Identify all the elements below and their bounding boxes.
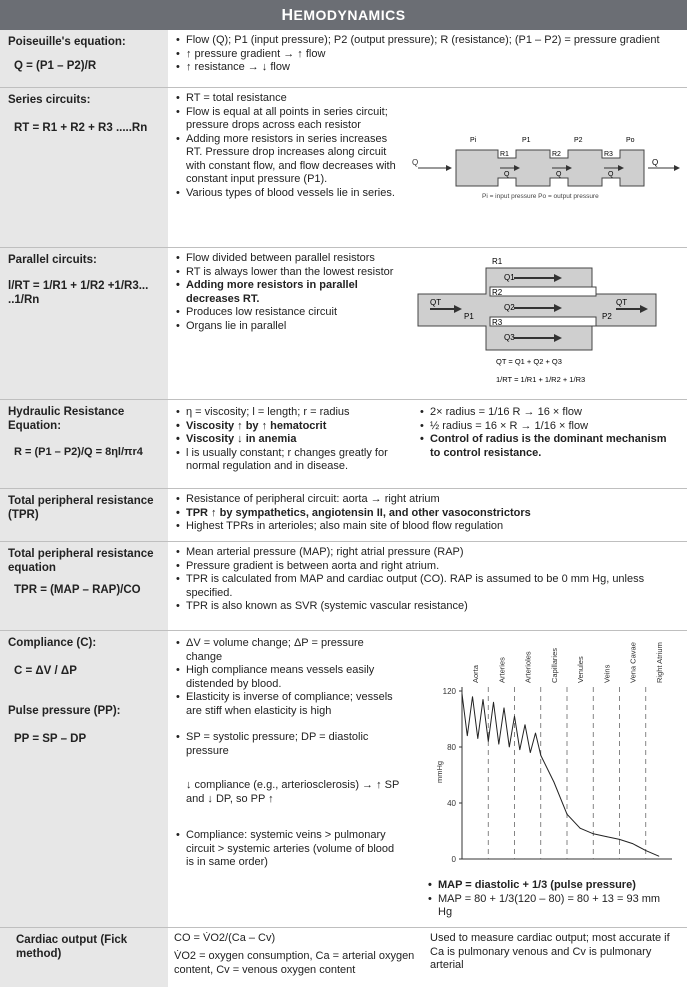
y-tick-label: 40 xyxy=(447,799,456,808)
parallel-resistance-equation: 1/RT = 1/R1 + 1/R2 + 1/R3 xyxy=(496,375,586,384)
category-label: Arteries xyxy=(497,657,507,683)
compliance-plain-text: ↓ compliance (e.g., arteriosclerosis) → ↑ SP and ↓ DP, so PP ↑ xyxy=(186,779,400,805)
pressure-point xyxy=(619,839,620,840)
tpr-bullets xyxy=(174,493,681,534)
list-item: • η = viscosity; l = length; r = radius xyxy=(174,406,404,420)
list-item: • Control of radius is the dominant mechanism to control resistance. xyxy=(418,433,678,460)
list-item: • Flow divided between parallel resistors xyxy=(174,252,396,266)
series-caption: Pi = input pressure Po = output pressure xyxy=(482,193,599,200)
hydraulic-bullets-left xyxy=(174,406,404,474)
row-fick xyxy=(0,928,687,987)
row-hydraulic xyxy=(0,400,687,489)
parallel-q3: Q3 xyxy=(504,333,515,342)
pressure-point xyxy=(535,733,536,734)
list-item: • Flow (Q); P1 (input pressure); P2 (output pressure); R (resistance); (P1 – P2) = pressure gradient xyxy=(174,34,681,48)
pressure-point xyxy=(606,836,607,837)
pressure-point xyxy=(525,724,526,725)
list-item: • RT = total resistance xyxy=(174,92,396,106)
series-r1: R1 xyxy=(500,151,509,158)
pressure-point xyxy=(530,752,531,753)
row-tpr xyxy=(0,489,687,542)
tpr-eq-bullets xyxy=(174,546,681,614)
pulse-pressure-equation: PP = SP – DP xyxy=(14,733,87,745)
pressure-point xyxy=(477,738,478,739)
list-item: • MAP = 80 + 1/3(120 – 80) = 80 + 13 = 93 mm Hg xyxy=(426,893,676,920)
parallel-p2: P2 xyxy=(602,312,612,321)
list-item: • Resistance of peripheral circuit: aorta → right atrium xyxy=(174,493,681,507)
pressure-series-line xyxy=(462,694,659,856)
poiseuille-equation: Q = (P1 – P2)/R xyxy=(14,60,97,72)
header-title-initial: H xyxy=(281,7,294,24)
parallel-qt-out: QT xyxy=(616,298,628,307)
category-label: Venules xyxy=(576,656,586,683)
pressure-point xyxy=(554,782,555,783)
pressure-point xyxy=(488,741,489,742)
series-q-3: Q xyxy=(608,171,614,178)
page-header xyxy=(0,0,687,30)
parallel-r3: R3 xyxy=(492,318,503,327)
list-item: • MAP = diastolic + 1/3 (pulse pressure) xyxy=(426,879,676,893)
series-bullets xyxy=(174,92,396,200)
category-label: Arterioles xyxy=(523,651,533,683)
list-item: • ½ radius = 16 × R → 1/16 × flow xyxy=(418,420,678,434)
category-label: Aorta xyxy=(471,665,481,683)
series-p2: P2 xyxy=(574,137,583,144)
list-item: • Viscosity ↑ by ↑ hematocrit xyxy=(174,420,404,434)
parallel-equation: l/RT = 1/R1 + 1/R2 +1/R3... ..1/Rn xyxy=(8,280,149,306)
list-item: • Highest TPRs in arterioles; also main site of blood flow regulation xyxy=(174,520,681,534)
pressure-point xyxy=(472,696,473,697)
compliance-order-bullets xyxy=(174,829,402,870)
list-item: • Adding more resistors in parallel decreases RT. xyxy=(174,279,396,306)
category-label: Veins xyxy=(602,664,612,683)
series-r2: R2 xyxy=(552,151,561,158)
series-po: Po xyxy=(626,137,635,144)
series-pi: Pi xyxy=(470,137,477,144)
category-label: Right Atrium xyxy=(654,642,664,683)
pressure-point xyxy=(540,755,541,756)
pulse-pressure-title: Pulse pressure (PP): xyxy=(8,705,121,717)
category-label: Vena Cavae xyxy=(628,642,638,683)
pressure-point xyxy=(593,833,594,834)
pressure-point xyxy=(659,856,660,857)
parallel-q1: Q1 xyxy=(504,273,515,282)
list-item: • TPR is also known as SVR (systemic vascular resistance) xyxy=(174,600,681,614)
series-title: Series circuits: xyxy=(8,94,91,106)
category-label: Capillaries xyxy=(549,647,559,683)
compliance-bullets xyxy=(174,637,402,718)
pressure-point xyxy=(493,702,494,703)
pulse-pressure-bullets xyxy=(174,731,402,758)
parallel-title: Parallel circuits: xyxy=(8,254,97,266)
row-series xyxy=(0,88,687,248)
row-tpr-equation xyxy=(0,542,687,631)
series-q-1: Q xyxy=(504,171,510,178)
list-item: • Adding more resistors in series increases RT. Pressure drop increases along circuit with constant flow, and flow decreases with constant input pressure (P1). xyxy=(174,133,396,187)
list-item: • ↑ resistance → ↓ flow xyxy=(174,61,681,75)
list-item: • Mean arterial pressure (MAP); right atrial pressure (RAP) xyxy=(174,546,681,560)
row-parallel xyxy=(0,248,687,400)
parallel-q2: Q2 xyxy=(504,303,515,312)
tpr-title: Total peripheral resistance (TPR) xyxy=(8,495,154,521)
pressure-point xyxy=(509,747,510,748)
pressure-point xyxy=(498,744,499,745)
pressure-point xyxy=(514,716,515,717)
header-title-rest: EMODYNAMICS xyxy=(293,7,406,23)
list-item: • l is usually constant; r changes greatly for normal regulation and in disease. xyxy=(174,447,404,474)
parallel-circuit-diagram xyxy=(416,254,686,396)
parallel-bullets xyxy=(174,252,396,333)
list-item: • Viscosity ↓ in anemia xyxy=(174,433,404,447)
list-item: • 2× radius = 1/16 R → 16 × flow xyxy=(418,406,678,420)
list-item: • ΔV = volume change; ΔP = pressure change xyxy=(174,637,402,664)
pressure-point xyxy=(580,828,581,829)
map-bullets xyxy=(426,879,676,920)
pressure-chart xyxy=(432,637,682,875)
list-item: • TPR ↑ by sympathetics, angiotensin II, and other vasoconstrictors xyxy=(174,507,681,521)
pressure-point xyxy=(462,693,463,694)
parallel-p1: P1 xyxy=(464,312,474,321)
pressure-point xyxy=(467,735,468,736)
y-tick-label: 80 xyxy=(447,743,456,752)
series-circuit-diagram xyxy=(412,128,682,208)
pressure-point xyxy=(567,814,568,815)
row-poiseuille xyxy=(0,30,687,88)
series-q-out: Q xyxy=(652,158,659,167)
list-item: • SP = systolic pressure; DP = diastolic pressure xyxy=(174,731,402,758)
fick-equation: CO = V̇O2/(Ca – Cv) xyxy=(174,932,276,944)
parallel-r2: R2 xyxy=(492,288,503,297)
pressure-point xyxy=(504,707,505,708)
list-item: • RT is always lower than the lowest resistor xyxy=(174,266,396,280)
list-item: • ↑ pressure gradient → ↑ flow xyxy=(174,48,681,62)
list-item: • Organs lie in parallel xyxy=(174,320,396,334)
series-q-in: Q xyxy=(412,158,419,167)
parallel-qt-in: QT xyxy=(430,298,442,307)
series-equation: RT = R1 + R2 + R3 .....Rn xyxy=(14,122,148,134)
list-item: • Elasticity is inverse of compliance; vessels are stiff when elasticity is high xyxy=(174,691,402,718)
tpr-eq-title: Total peripheral resistance equation xyxy=(8,548,154,574)
tpr-eq-equation: TPR = (MAP – RAP)/CO xyxy=(14,584,141,596)
fick-description: V̇O2 = oxygen consumption, Ca = arterial oxygen content, Cv = venous oxygen content xyxy=(174,950,415,976)
fick-note: Used to measure cardiac output; most accurate if Ca is pulmonary venous and Cv is pulmonary arterial xyxy=(430,932,670,971)
list-item: • Compliance: systemic veins > pulmonary circuit > systemic arteries (volume of blood is in same order) xyxy=(174,829,402,870)
hydraulic-bullets-right xyxy=(418,406,678,460)
y-tick-label: 120 xyxy=(442,687,456,696)
hydraulic-equation: R = (P1 – P2)/Q = 8ηl/πr4 xyxy=(14,446,143,458)
parallel-flow-equation: QT = Q1 + Q2 + Q3 xyxy=(496,357,562,366)
row-compliance xyxy=(0,631,687,928)
parallel-r1: R1 xyxy=(492,257,503,266)
list-item: • Various types of blood vessels lie in series. xyxy=(174,187,396,201)
list-item: • TPR is calculated from MAP and cardiac output (CO). RAP is assumed to be 0 mm Hg, unless specified. xyxy=(174,573,681,600)
y-axis-label: mmHg xyxy=(435,760,444,783)
pressure-point xyxy=(519,749,520,750)
hydraulic-title: Hydraulic Resistance Equation: xyxy=(8,406,125,432)
pressure-point xyxy=(483,699,484,700)
compliance-title: Compliance (C): xyxy=(8,637,97,649)
list-item: • Flow is equal at all points in series circuit; pressure drops across each resistor xyxy=(174,106,396,133)
pressure-point xyxy=(645,850,646,851)
list-item: • High compliance means vessels easily distended by blood. xyxy=(174,664,402,691)
list-item: • Produces low resistance circuit xyxy=(174,306,396,320)
poiseuille-title: Poiseuille's equation: xyxy=(8,36,126,48)
compliance-equation: C = ΔV / ΔP xyxy=(14,665,77,677)
series-r3: R3 xyxy=(604,151,613,158)
series-q-2: Q xyxy=(556,171,562,178)
poiseuille-bullets xyxy=(174,34,681,75)
y-tick-label: 0 xyxy=(451,855,456,864)
pressure-point xyxy=(632,843,633,844)
fick-title: Cardiac output (Fick method) xyxy=(16,934,128,960)
list-item: • Pressure gradient is between aorta and right atrium. xyxy=(174,560,681,574)
series-p1: P1 xyxy=(522,137,531,144)
